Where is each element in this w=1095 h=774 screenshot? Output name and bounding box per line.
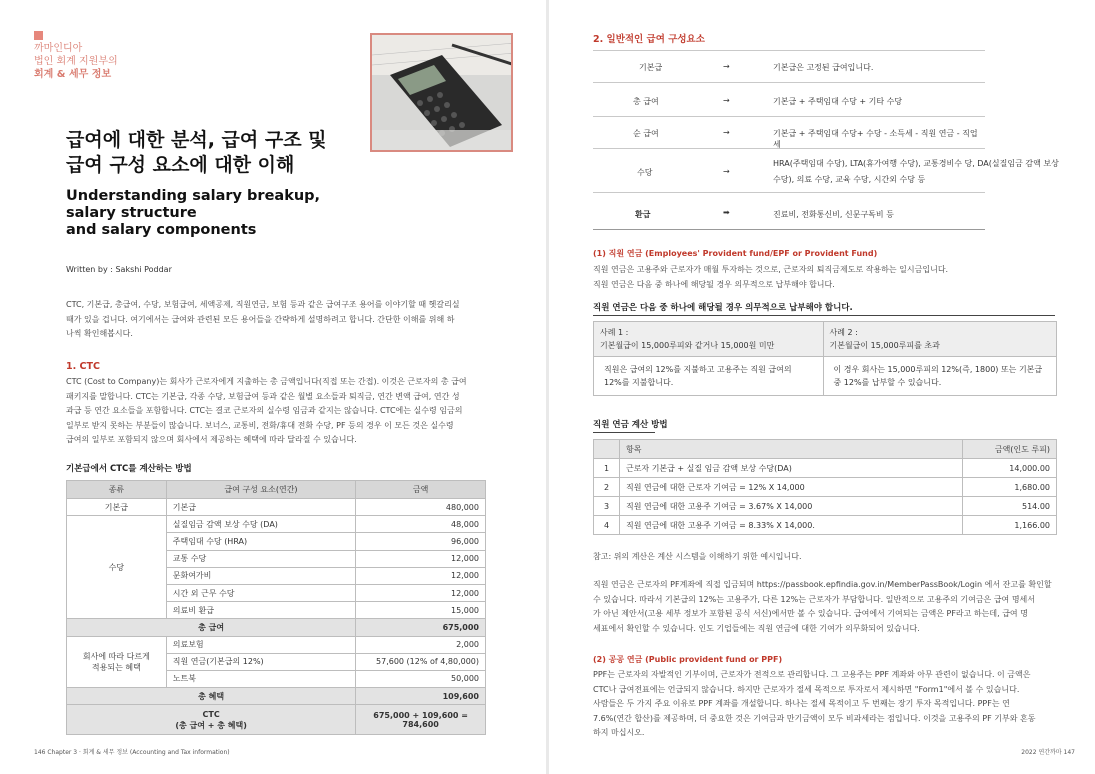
ctc-total-label-line: (총 급여 + 총 혜택): [175, 720, 247, 730]
pf-cases-table: [593, 321, 1057, 396]
ctc-total-label-line: CTC: [202, 709, 220, 719]
case-2-header: [823, 322, 1057, 357]
author-line: Written by : Sakshi Poddar: [66, 265, 172, 274]
category-cell: 기본급: [67, 499, 167, 516]
intro-line: 나씩 확인해봅시다.: [66, 329, 133, 339]
pf-detail-line: 세표에서 확인할 수 있습니다. 인도 기업들에는 직원 연금에 대한 기여가 의무화되어 있습니다.: [593, 623, 920, 633]
table-row: [67, 516, 486, 533]
ctc-total-label: [67, 705, 356, 735]
title-en-line-1: Understanding salary breakup,: [66, 188, 321, 204]
amount-cell: 57,600 (12% of 4,80,000): [356, 653, 486, 670]
component-cell: 교통 수당: [166, 550, 356, 567]
pf-line: 직원 연금은 고용주와 근로자가 매월 투자하는 것으로, 근로자의 퇴직금제도로 작용하는 일시금입니다.: [593, 265, 949, 274]
pf-calculation-table: [593, 439, 1057, 535]
case-body-line: 중 12%를 납부할 수 있습니다.: [833, 378, 942, 387]
component-description: 기본급 + 주택임대 수당+ 수당 - 소득세 - 직원 연금 - 직업세: [773, 129, 978, 149]
component-cell: 실질임금 감액 보상 수당 (DA): [166, 516, 356, 533]
calculator-photo: [370, 33, 513, 152]
amount-cell: 48,000: [356, 516, 486, 533]
table-row: [594, 497, 1057, 516]
ctc-total-amount: 675,000 + 109,600 = 784,600: [356, 705, 486, 735]
arrow-icon: →: [723, 62, 730, 71]
table-row: [67, 636, 486, 653]
arrow-icon: →: [723, 128, 730, 137]
amount-cell: 514.00: [963, 497, 1057, 516]
ppf-line: 하지 마십시오.: [593, 728, 645, 738]
article-title-korean: [66, 128, 366, 178]
left-page-footer: 146 Chapter 3 · 회계 & 세무 정보 (Accounting and Tax information): [34, 749, 230, 756]
component-term: 환급: [635, 210, 651, 219]
column-header: 금액: [356, 481, 486, 499]
pf-line: 직원 연금은 다음 중 하나에 해당될 경우 의무적으로 납부해야 합니다.: [593, 279, 835, 289]
arrow-icon: ➡: [723, 208, 730, 217]
benefit-total-label: 총 혜택: [67, 688, 356, 705]
ppf-line: 7.6%(연간 합산)를 제공하며, 더 중요한 것은 기여금과 만기금액이 모두 비과세라는 점입니다. 이것을 고용주의 PF 기부와 혼동: [593, 713, 1036, 723]
gross-total-amount: 675,000: [356, 619, 486, 636]
amount-cell: 15,000: [356, 602, 486, 619]
pf-detail-line: 수 있습니다. 따라서 기본급의 12%는 고용주가, 다른 12%는 근로자가 부담합니다. 일반적으로 고용주의 기여금은 급여 명세서: [593, 594, 1036, 604]
ctc-paragraph: [66, 375, 506, 448]
gross-total-row: [67, 619, 486, 636]
pf-cases-heading: 직원 연금은 다음 중 하나에 해당될 경우 의무적으로 납부해야 합니다.: [593, 303, 853, 313]
amount-cell: 14,000.00: [963, 459, 1057, 478]
arrow-icon: →: [723, 96, 730, 105]
component-cell: 기본급: [166, 499, 356, 516]
pf-detail-line: 직원 연금은 근로자의 PF계좌에 직접 입금되며 https://passbook.epfindia.gov.in/MemberPassBook/Login 에서 잔고를 확인할: [593, 580, 1052, 589]
case-header-line: 사례 1 :: [600, 328, 629, 337]
table-header-row: [594, 440, 1057, 459]
intro-line: CTC, 기본급, 총급여, 수당, 보험급여, 세액공제, 직원연금, 보험 등과 같은 급여구조 용어를 이야기할 때 헷갈리실: [66, 300, 460, 309]
section-tag-line-1: 까마인디아: [34, 43, 83, 54]
title-ko-line-1: 급여에 대한 분석, 급여 구조 및: [66, 129, 327, 151]
row-number: 4: [594, 516, 620, 535]
benefit-total-row: [67, 688, 486, 705]
pf-paragraph: [593, 263, 1057, 292]
amount-cell: 50,000: [356, 670, 486, 687]
table-row: [67, 499, 486, 516]
benefit-category-line: 회사에 따라 다르게: [82, 651, 150, 661]
amount-cell: 480,000: [356, 499, 486, 516]
pf-heading: (1) 직원 연금 (Employees' Provident fund/EPF or Provident Fund): [593, 249, 878, 258]
component-row: [593, 85, 985, 117]
case-body-line: 이 경우 회사는 15,000루피의 12%(즉, 1800) 또는 기본급: [833, 365, 1043, 374]
component-cell: 주택임대 수당 (HRA): [166, 533, 356, 550]
pf-detail-paragraph: [593, 578, 1063, 636]
case-header-line: 기본월급이 15,000루피와 같거나 15,000원 미만: [600, 341, 775, 350]
component-row: [593, 198, 985, 230]
case-2-body: [823, 357, 1057, 396]
right-page-footer: 2022 연간까마 147: [1021, 749, 1075, 756]
column-header: 금액(인도 루피): [963, 440, 1057, 459]
title-en-line-2: salary structure: [66, 205, 197, 221]
ctc-line: CTC (Cost to Company)는 회사가 근로자에게 지출하는 총 금액입니다(직접 또는 간접). 이것은 근로자의 총 급여: [66, 377, 467, 386]
left-page: [0, 0, 546, 774]
case-header-row: [594, 322, 1057, 357]
article-title-english: [66, 188, 366, 239]
ppf-line: CTC나 급여전표에는 언급되지 않습니다. 하지만 근로자가 절세 목적으로 투자로서 제시하면 "Form1"에서 볼 수 있습니다.: [593, 684, 1020, 694]
item-cell: 근로자 기본급 + 실질 임금 감액 보상 수당(DA): [619, 459, 962, 478]
section-tag-line-3: 회계 & 세무 정보: [34, 69, 112, 80]
title-en-line-3: and salary components: [66, 222, 257, 238]
gross-total-label: 총 급여: [67, 619, 356, 636]
component-cell: 직원 연금(기본급의 12%): [166, 653, 356, 670]
case-1-body: [594, 357, 824, 396]
component-term: 총 급여: [633, 97, 659, 106]
case-body-line: 직원은 급여의 12%를 지불하고 고용주는 직원 급여의: [604, 365, 792, 374]
item-cell: 직원 연금에 대한 고용주 기여금 = 8.33% X 14,000.: [619, 516, 962, 535]
arrow-icon: →: [723, 167, 730, 176]
row-number: 1: [594, 459, 620, 478]
ppf-line: 사람들은 두 가지 주요 이유로 PPF 계좌를 개설합니다. 하나는 절세 목적이고 두 번째는 장기 투자 목적입니다. PPF는 연: [593, 699, 1010, 709]
intro-line: 때가 있을 겁니다. 여기에서는 급여와 관련된 모든 용어들을 간략하게 설명하려고 합니다. 간단한 이해를 위해 하: [66, 314, 455, 324]
amount-cell: 12,000: [356, 584, 486, 601]
section-tag-line-2: 법인 회계 지원부의: [34, 56, 118, 67]
component-cell: 노트북: [166, 670, 356, 687]
category-cell: [67, 636, 167, 688]
component-cell: 의료보험: [166, 636, 356, 653]
component-description: 기본급 + 주택임대 수당 + 기타 수당: [773, 97, 903, 106]
amount-cell: 2,000: [356, 636, 486, 653]
benefit-category-line: 적용되는 혜택: [91, 662, 141, 672]
component-cell: 시간 외 근무 수당: [166, 584, 356, 601]
ctc-table-title: 기본급에서 CTC를 계산하는 방법: [66, 464, 192, 474]
component-description: 진료비, 전화통신비, 신문구독비 등: [773, 210, 894, 219]
column-header: 종류: [67, 481, 167, 499]
item-cell: 직원 연금에 대한 근로자 기여금 = 12% X 14,000: [619, 478, 962, 497]
row-number: 3: [594, 497, 620, 516]
case-body-line: 12%를 지불합니다.: [604, 378, 674, 387]
case-header-line: 기본월급이 15,000루피를 초과: [829, 341, 940, 350]
component-row: [593, 117, 985, 149]
table-header-row: [67, 481, 486, 499]
ctc-total-row: [67, 705, 486, 735]
right-page: [549, 0, 1095, 774]
description-line: 수당), 의료 수당, 교육 수당, 시간외 수당 등: [773, 175, 926, 184]
ctc-line: 일부로 받지 못하는 부분들이 많습니다. 보너스, 교통비, 전화/휴대 전화 수당, PF 등의 경우 이 모든 것은 실수령: [66, 420, 454, 430]
divider: [593, 432, 655, 433]
table-row: [594, 516, 1057, 535]
amount-cell: 12,000: [356, 567, 486, 584]
section-tag-marker: [34, 31, 43, 40]
divider: [593, 315, 1055, 316]
amount-cell: 1,680.00: [963, 478, 1057, 497]
case-header-line: 사례 2 :: [829, 328, 858, 337]
amount-cell: 1,166.00: [963, 516, 1057, 535]
ctc-calculation-table: [66, 480, 486, 735]
description-line: HRA(주택임대 수당), LTA(휴가여행 수당), 교통경비수 당, DA(실질임금 감액 보상: [773, 159, 1059, 168]
ppf-paragraph: [593, 668, 1063, 741]
amount-cell: 96,000: [356, 533, 486, 550]
component-term: 수당: [637, 168, 653, 177]
section-components-heading: 2. 일반적인 급여 구성요소: [593, 34, 705, 45]
component-cell: 문화여가비: [166, 567, 356, 584]
section-ctc-heading: 1. CTC: [66, 361, 100, 372]
ppf-line: PPF는 근로자의 자발적인 기부이며, 근로자가 전적으로 관리합니다. 그 고용주는 PPF 계좌와 아무 관련이 없습니다. 이 금액은: [593, 670, 1031, 679]
ctc-line: 급여의 일부로 포함되지 않으며 회사에서 제공하는 혜택에 따라 달라질 수 있습니다.: [66, 435, 357, 445]
component-cell: 의료비 환급: [166, 602, 356, 619]
component-description: [773, 158, 1059, 185]
ctc-line: 패키지를 말합니다. CTC는 기본급, 각종 수당, 보험급여 등과 같은 월별 요소들과 퇴직금, 연간 변액 급여, 연간 성: [66, 391, 460, 401]
row-number: 2: [594, 478, 620, 497]
column-header: [594, 440, 620, 459]
pf-detail-line: 가 아닌 제안서(고용 세부 정보가 포함된 공식 서신)에서만 볼 수 있습니다. 급여에서 기여되는 금액은 PF라고 하는데, 급여 명: [593, 609, 1028, 619]
component-row: [593, 151, 1059, 193]
component-term: 기본급: [639, 63, 663, 72]
case-1-header: [594, 322, 824, 357]
title-ko-line-2: 급여 구성 요소에 대한 이해: [66, 154, 295, 176]
ppf-heading: (2) 공공 연금 (Public provident fund or PPF): [593, 655, 783, 664]
table-row: [594, 459, 1057, 478]
benefit-total-amount: 109,600: [356, 688, 486, 705]
component-description: 기본급은 고정된 급여입니다.: [773, 63, 874, 72]
intro-paragraph: [66, 298, 506, 342]
calc-heading: 직원 연금 계산 방법: [593, 420, 668, 430]
column-header: 항목: [619, 440, 962, 459]
column-header: 급여 구성 요소(연간): [166, 481, 356, 499]
table-row: [594, 478, 1057, 497]
item-cell: 직원 연금에 대한 고용주 기여금 = 3.67% X 14,000: [619, 497, 962, 516]
component-row: [593, 51, 985, 83]
component-term: 순 급여: [633, 129, 659, 138]
ctc-line: 과급 등 연간 요소들을 포함합니다. CTC는 결코 근로자의 실수령 임금과 같지는 않습니다. CTC에는 실수령 임금의: [66, 406, 463, 416]
amount-cell: 12,000: [356, 550, 486, 567]
case-body-row: [594, 357, 1057, 396]
category-cell: 수당: [67, 516, 167, 619]
calc-note: 참고: 위의 계산은 계산 시스템을 이해하기 위한 예시입니다.: [593, 552, 802, 561]
